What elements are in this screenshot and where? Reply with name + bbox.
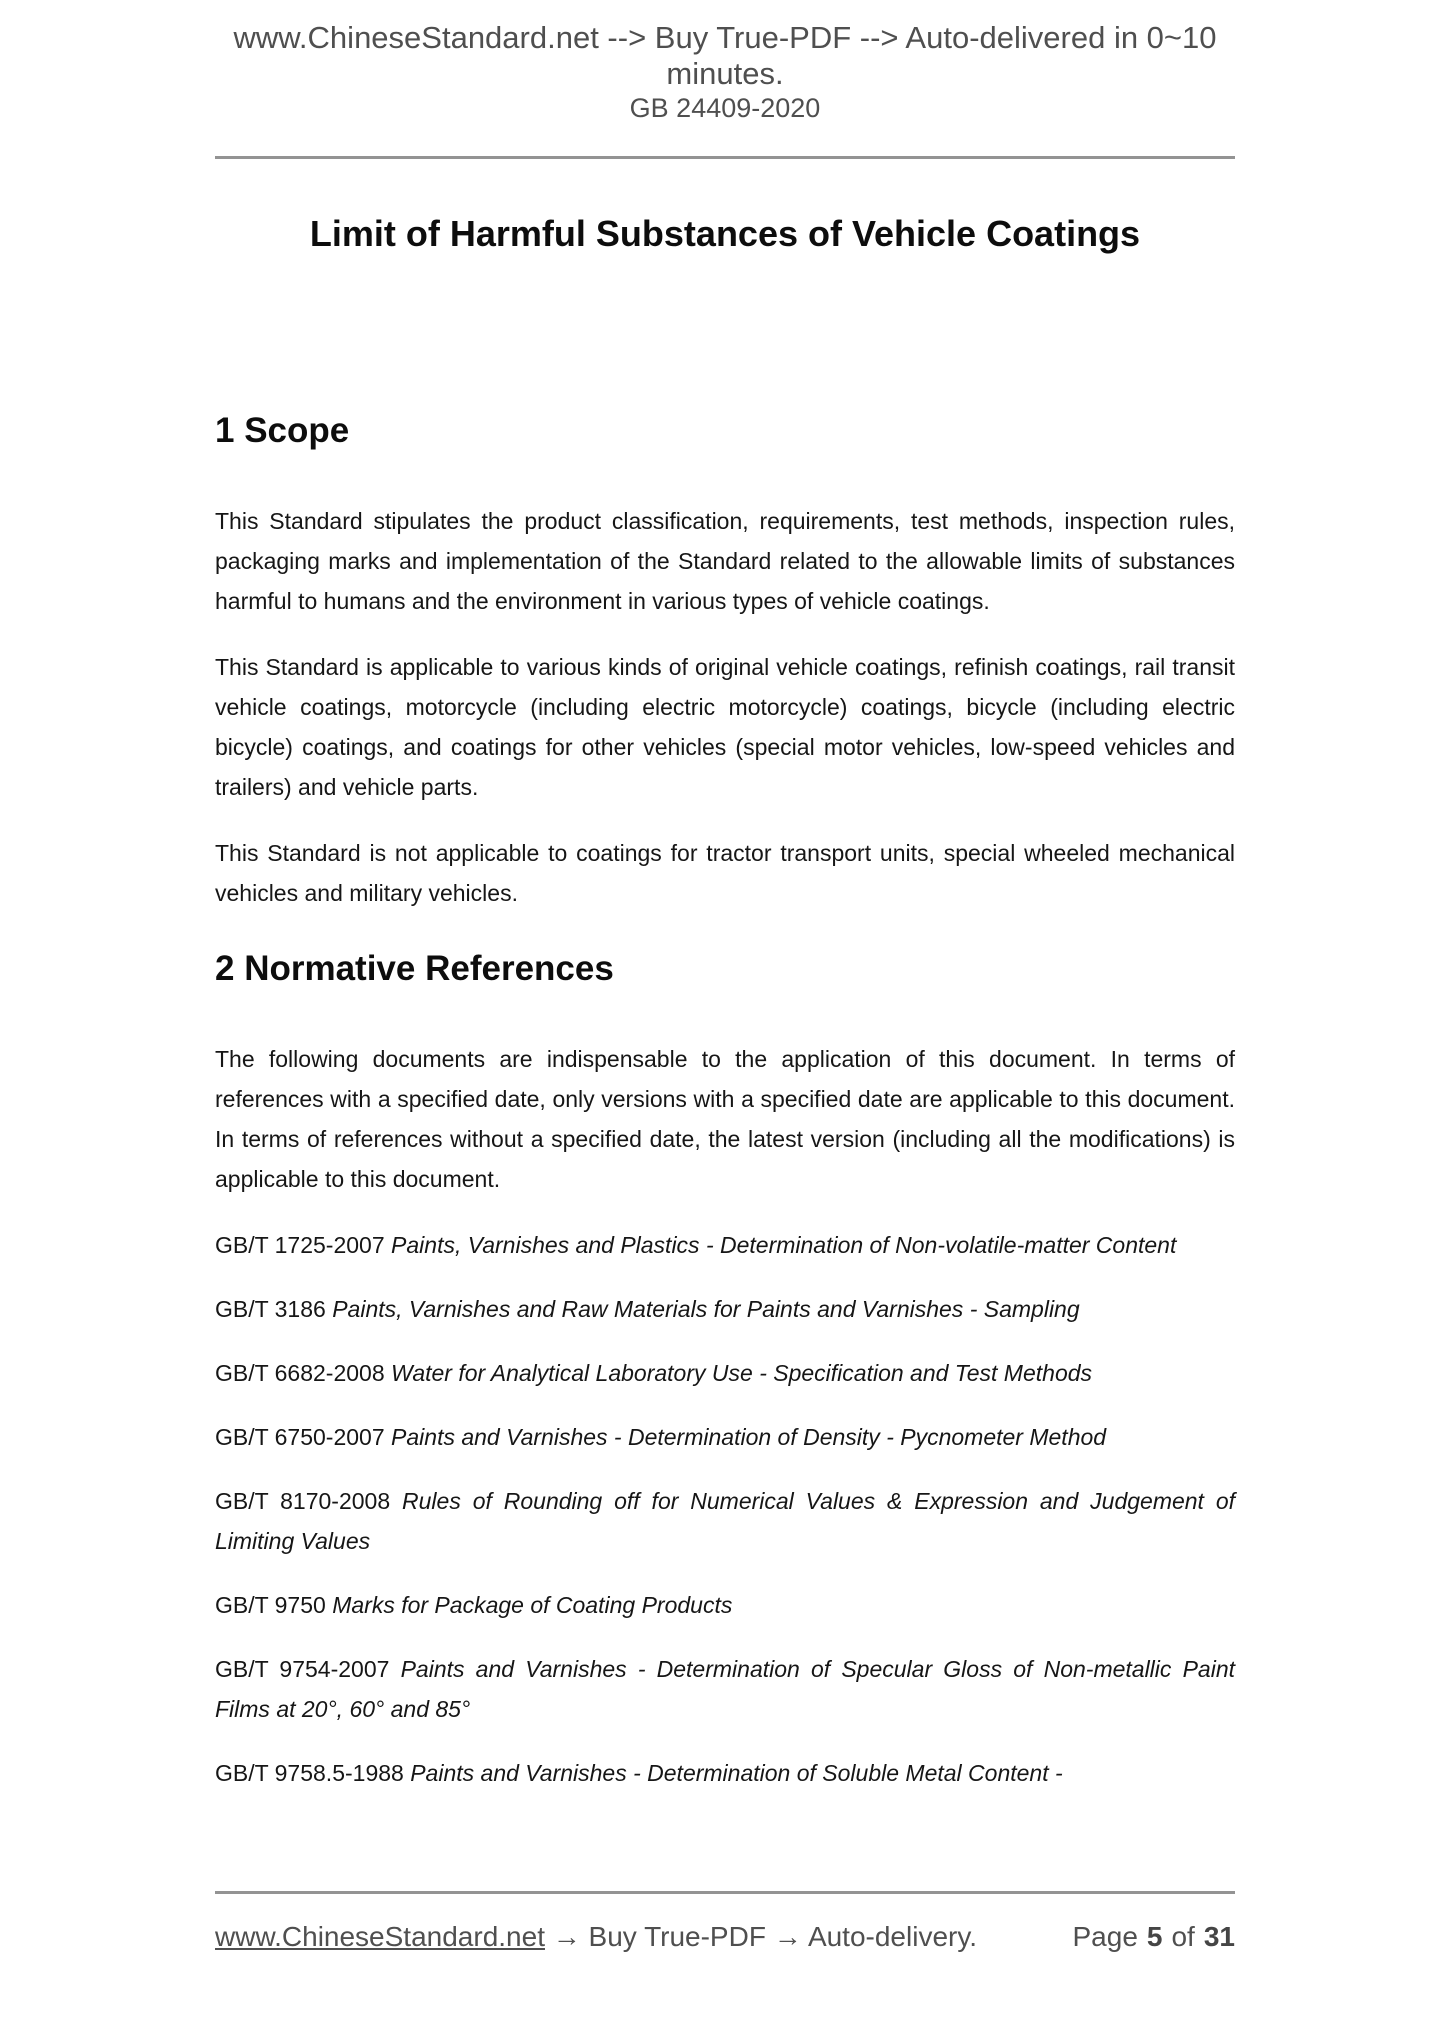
- reference-item: [215, 1649, 1235, 1729]
- reference-code: GB/T 9750: [215, 1592, 326, 1618]
- of-label: of: [1171, 1921, 1195, 1952]
- page-content: [215, 0, 1235, 1817]
- footer-text: → Buy True-PDF → Auto-delivery.: [552, 1921, 978, 1952]
- doc-code: GB 24409-2020: [629, 93, 821, 123]
- reference-title: Water for Analytical Laboratory Use - Specification and Test Methods: [391, 1360, 1093, 1386]
- section-heading-normative-references: 2 Normative References: [215, 949, 614, 988]
- page-label: Page: [1072, 1921, 1138, 1952]
- page-total: 31: [1203, 1921, 1235, 1952]
- reference-item: [215, 1353, 1235, 1393]
- page-footer: [215, 1891, 1235, 1954]
- scope-paragraph: This Standard is not applicable to coatings for tractor transport units, special wheeled mechanical vehicles and military vehicles.: [215, 840, 1235, 906]
- page-header: [215, 0, 1235, 124]
- reference-title: Marks for Package of Coating Products: [332, 1592, 733, 1618]
- footer-delivery-text: [215, 1920, 977, 1954]
- reference-code: GB/T 8170-2008: [215, 1488, 391, 1514]
- reference-title: Paints, Varnishes and Plastics - Determination of Non-volatile-matter Content: [391, 1232, 1177, 1258]
- references-intro-paragraph: The following documents are indispensable to the application of this document. In terms of references with a specified date, only versions with a specified date are applicable to this document. In terms of references without a specified date, the latest version (including all the modifications) is applicable to this document.: [215, 1046, 1235, 1192]
- footer-link[interactable]: www.ChineseStandard.net: [215, 1921, 545, 1952]
- reference-code: GB/T 6750-2007: [215, 1424, 385, 1450]
- reference-code: GB/T 1725-2007: [215, 1232, 385, 1258]
- header-rule: [215, 156, 1235, 159]
- header-banner: www.ChineseStandard.net --> Buy True-PDF --> Auto-delivered in 0~10 minutes.: [233, 20, 1217, 91]
- reference-title: Paints and Varnishes - Determination of Density - Pycnometer Method: [391, 1424, 1107, 1450]
- reference-title: Paints, Varnishes and Raw Materials for Paints and Varnishes - Sampling: [332, 1296, 1080, 1322]
- document-title: Limit of Harmful Substances of Vehicle Coatings: [309, 213, 1141, 254]
- reference-item: [215, 1289, 1235, 1329]
- reference-title: Paints and Varnishes - Determination of Soluble Metal Content -: [410, 1760, 1063, 1786]
- scope-paragraph: This Standard stipulates the product classification, requirements, test methods, inspection rules, packaging marks and implementation of the Standard related to the allowable limits of substances harmful to humans and the environment in various types of vehicle coatings.: [215, 508, 1235, 614]
- footer-rule: [215, 1891, 1235, 1894]
- reference-code: GB/T 9754-2007: [215, 1656, 390, 1682]
- reference-item: [215, 1225, 1235, 1265]
- reference-item: [215, 1417, 1235, 1457]
- reference-code: GB/T 9758.5-1988: [215, 1760, 404, 1786]
- page-number: 5: [1146, 1921, 1163, 1952]
- reference-item: [215, 1753, 1235, 1793]
- reference-title: Paints and Varnishes - Determination of Specular Gloss of Non-metallic Paint Films at 20°, 60° and 85°: [215, 1656, 1235, 1722]
- section-heading-scope: 1 Scope: [215, 411, 350, 450]
- reference-title: Rules of Rounding off for Numerical Values & Expression and Judgement of Limiting Values: [215, 1488, 1236, 1554]
- reference-code: GB/T 6682-2008: [215, 1360, 385, 1386]
- scope-paragraph: This Standard is applicable to various kinds of original vehicle coatings, refinish coatings, rail transit vehicle coatings, motorcycle (including electric motorcycle) coatings, bicycle (including electric bicycle) coatings, and coatings for other vehicles (special motor vehicles, low-speed vehicles and trailers) and vehicle parts.: [215, 654, 1235, 800]
- reference-code: GB/T 3186: [215, 1296, 326, 1322]
- reference-item: [215, 1481, 1235, 1561]
- page-indicator: [1073, 1920, 1236, 1954]
- reference-item: [215, 1585, 1235, 1625]
